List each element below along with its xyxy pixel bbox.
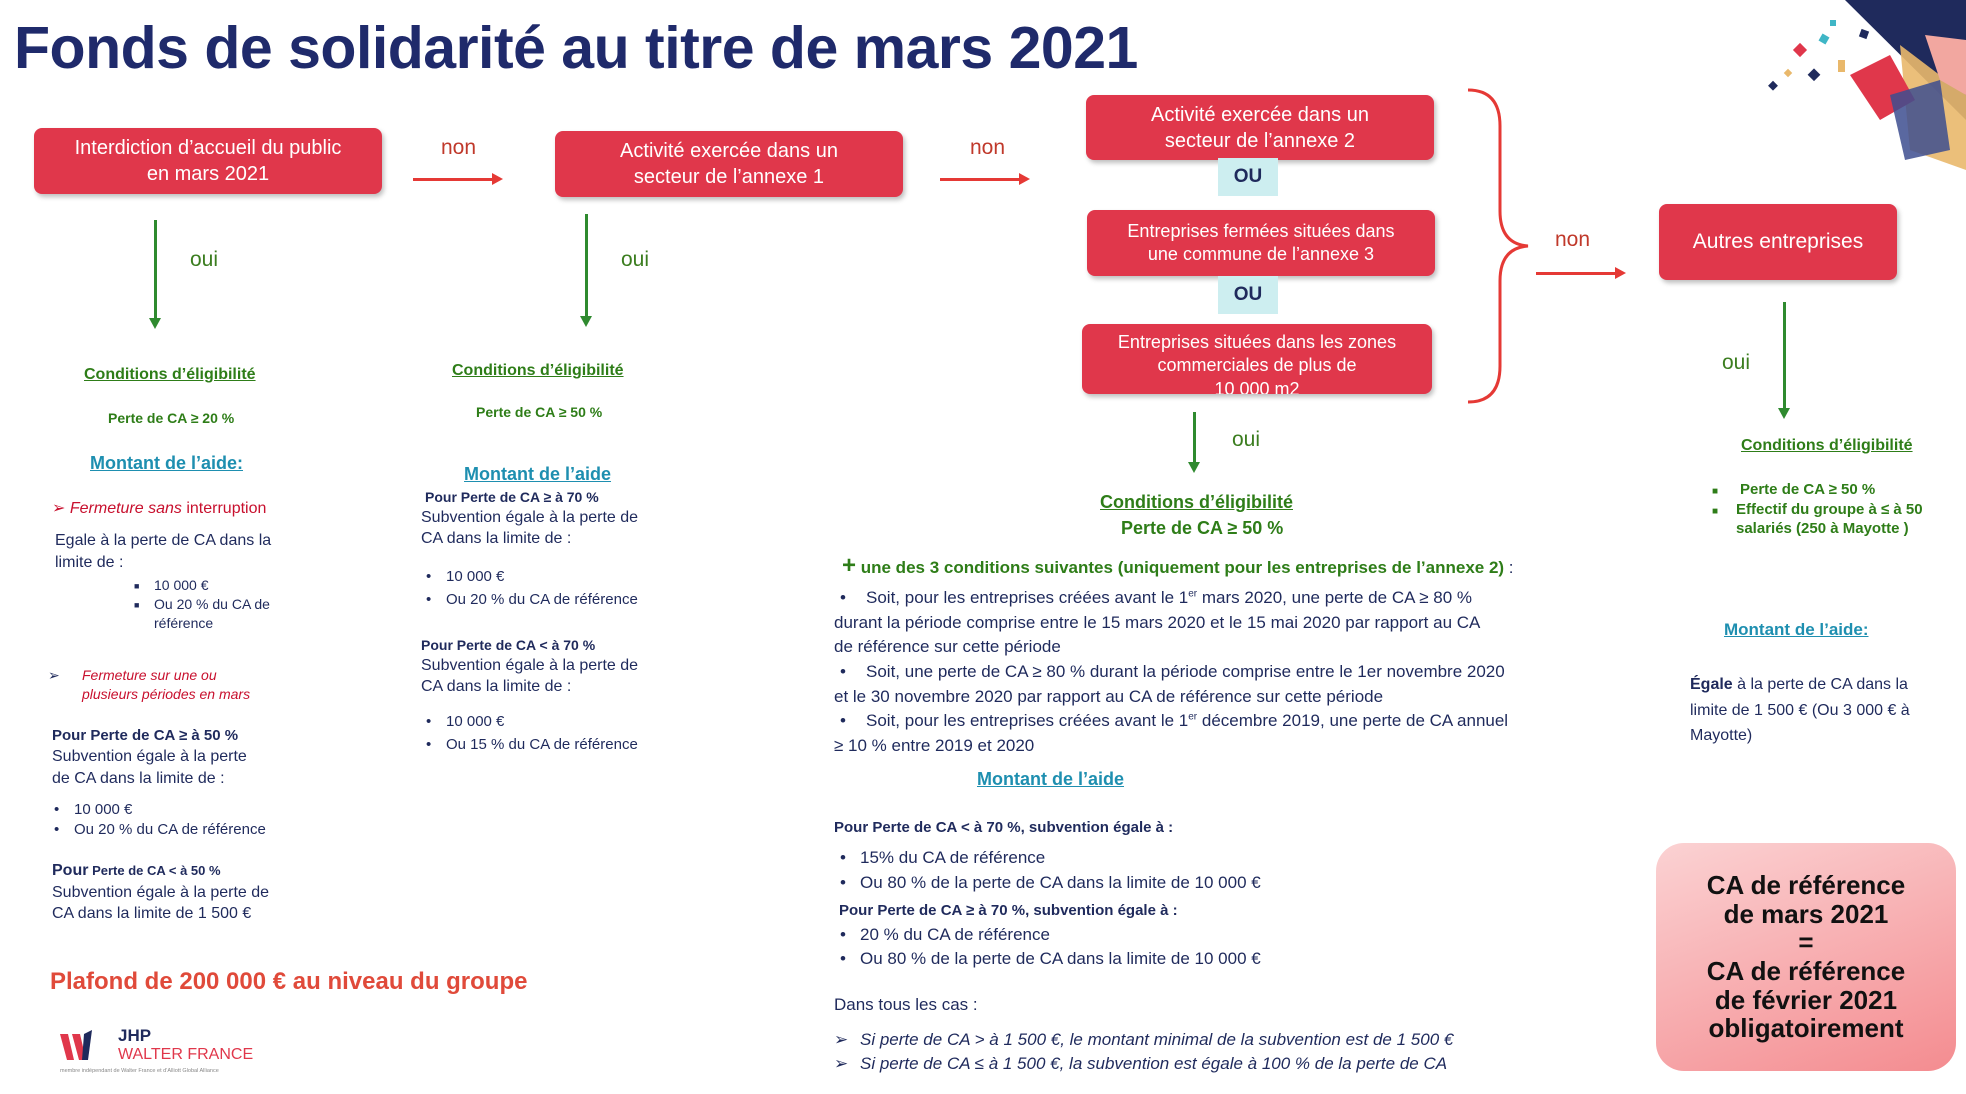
- col3-plus-condition: + une des 3 conditions suivantes (uniquement pour les entreprises de l’annexe 2) :: [842, 552, 1514, 579]
- col2-cond-value: Perte de CA ≥ 50 %: [476, 404, 603, 420]
- list-item: • Ou 20 % du CA de référence: [420, 589, 720, 612]
- corner-decoration: [1740, 0, 1966, 170]
- col1-fermeture-sans: ➢ Fermeture sans interruption: [52, 500, 267, 517]
- col1-p50: Pour Perte de CA ≥ à 50 % Subvention égale à la perte de CA dans la limite de :: [52, 727, 247, 787]
- col4-cond-title: Conditions d’éligibilité: [1741, 437, 1913, 454]
- label-oui-3: oui: [1232, 428, 1261, 451]
- col3-soit-list: • Soit, pour les entreprises créées avant le 1er mars 2020, une perte de CA ≥ 80 % durant la période comprise entre le 15 mars 2020 et le 15 mai 2020 par rapport au CA de référence sur cette période • Soit, une perte de CA ≥ 80 % durant la période comprise entre le 1er novembre 2020 et le 30 novembre 2020 par rapport au CA de référence sur cette période • Soit, pour les entreprises créées avant le 1er décembre 2019, une perte de CA annuel ≥ 10 % entre 2019 et 2020: [834, 588, 1509, 755]
- col3-cond-title: Conditions d’éligibilité: [1100, 492, 1293, 512]
- box-annexe1: Activité exercée dans un secteur de l’annexe 1: [555, 131, 903, 197]
- box-annexe3: Entreprises fermées situées dans une commune de l’annexe 3: [1087, 210, 1435, 276]
- col4-montant-text: Égale à la perte de CA dans la limite de 1 500 € (Ou 3 000 € à Mayotte): [1690, 676, 1910, 745]
- list-item: • Ou 80 % de la perte de CA dans la limite de 10 000 €: [834, 947, 1434, 971]
- arrow-right-icon: ➢: [834, 1030, 849, 1049]
- list-item: • Ou 20 % du CA de référence: [48, 820, 348, 840]
- list-item: • 10 000 €: [420, 566, 720, 589]
- arrow-oui-1: [154, 220, 157, 320]
- col1-montant-title: Montant de l’aide:: [90, 453, 243, 473]
- col4-cond-list: ■ Perte de CA ≥ 50 % ■ Effectif du groupe à ≤ à 50 salariés (250 à Mayotte ): [1712, 481, 1923, 537]
- col1-cond-value: Perte de CA ≥ 20 %: [108, 410, 235, 426]
- label-oui-1: oui: [190, 248, 219, 271]
- ou-label-2: OU: [1218, 276, 1278, 314]
- col2-montant-title: Montant de l’aide: [464, 464, 612, 484]
- arrow-oui-2: [585, 214, 588, 318]
- col1-p50-list: [48, 800, 348, 841]
- label-oui-4: oui: [1722, 351, 1751, 374]
- col3-g70-head: Pour Perte de CA ≥ à 70 %, subvention égale à :: [839, 902, 1178, 919]
- chevron-right-icon: ➢: [52, 500, 66, 517]
- ou-label-1: OU: [1218, 158, 1278, 196]
- box-annexe2: Activité exercée dans un secteur de l’annexe 2: [1086, 95, 1434, 160]
- plus-icon: +: [842, 552, 857, 579]
- curly-brace: [1460, 86, 1540, 406]
- arrow-oui-3: [1193, 412, 1196, 464]
- col1-egale-list: [128, 576, 328, 633]
- label-non-1: non: [441, 136, 477, 159]
- list-item: ■ 10 000 €: [128, 576, 328, 595]
- box-interdiction: Interdiction d’accueil du public en mars 2021: [34, 128, 382, 194]
- col2-cond-title: Conditions d’éligibilité: [452, 362, 624, 379]
- box-zones-commerciales: Entreprises situées dans les zones commerciales de plus de 10 000 m2: [1082, 324, 1432, 394]
- col3-l70-head: Pour Perte de CA < à 70 %, subvention égale à :: [834, 819, 1174, 836]
- arrow-non-2: [940, 178, 1020, 181]
- col3-cond-value: Perte de CA ≥ 50 %: [1121, 518, 1284, 538]
- label-oui-2: oui: [621, 248, 650, 271]
- list-item: • Ou 15 % du CA de référence: [420, 734, 720, 757]
- list-item: • 10 000 €: [420, 711, 720, 734]
- col1-fermeture-sur: ➢ Fermeture sur une ou plusieurs périodes en mars: [48, 667, 251, 702]
- label-non-3: non: [1555, 228, 1591, 251]
- arrow-right-icon: ➢: [48, 667, 60, 683]
- label-non-2: non: [970, 136, 1006, 159]
- arrow-oui-4: [1783, 302, 1786, 410]
- arrow-non-1: [413, 178, 493, 181]
- list-item: ■ Ou 20 % du CA de référence: [128, 595, 328, 633]
- col2-g70: Pour Perte de CA ≥ à 70 % Subvention égale à la perte de CA dans la limite de :: [421, 489, 639, 548]
- list-item: • 20 % du CA de référence: [834, 923, 1434, 947]
- col1-pl50: Pour Perte de CA < à 50 % Subvention égale à la perte de CA dans la limite de 1 500 €: [52, 862, 270, 923]
- col3-tous-cas: Dans tous les cas :: [834, 995, 978, 1014]
- col4-montant-title: Montant de l’aide:: [1724, 620, 1869, 639]
- col3-g70-list: [834, 923, 1434, 971]
- col1-egale-text: Egale à la perte de CA dans la limite de :: [55, 532, 272, 571]
- ca-reference-box: CA de référence de mars 2021 = CA de référence de février 2021 obligatoirement: [1656, 843, 1956, 1071]
- col3-cas-list: ➢ Si perte de CA > à 1 500 €, le montant minimal de la subvention est de 1 500 € ➢ Si perte de CA ≤ à 1 500 €, la subvention est égale à 100 % de la perte de CA: [834, 1028, 1453, 1076]
- arrow-non-3: [1536, 272, 1616, 275]
- list-item: • 10 000 €: [48, 800, 348, 820]
- arrow-right-icon: ➢: [834, 1053, 849, 1073]
- col2-g70-list: [420, 566, 720, 611]
- col1-cond-title: Conditions d’éligibilité: [84, 366, 256, 383]
- col3-l70-list: [834, 846, 1434, 895]
- col3-montant-title: Montant de l’aide: [977, 769, 1125, 789]
- page-title: Fonds de solidarité au titre de mars 2021: [14, 15, 1138, 81]
- list-item: • Ou 80 % de la perte de CA dans la limite de 10 000 €: [834, 871, 1434, 896]
- plafond-note: Plafond de 200 000 € au niveau du groupe: [50, 968, 528, 995]
- box-autres-entreprises: Autres entreprises: [1659, 204, 1897, 280]
- list-item: • 15% du CA de référence: [834, 846, 1434, 871]
- col2-l70-list: [420, 711, 720, 756]
- logo-mark-icon: [58, 1030, 98, 1064]
- col2-l70: Pour Perte de CA < à 70 % Subvention égale à la perte de CA dans la limite de :: [421, 637, 639, 696]
